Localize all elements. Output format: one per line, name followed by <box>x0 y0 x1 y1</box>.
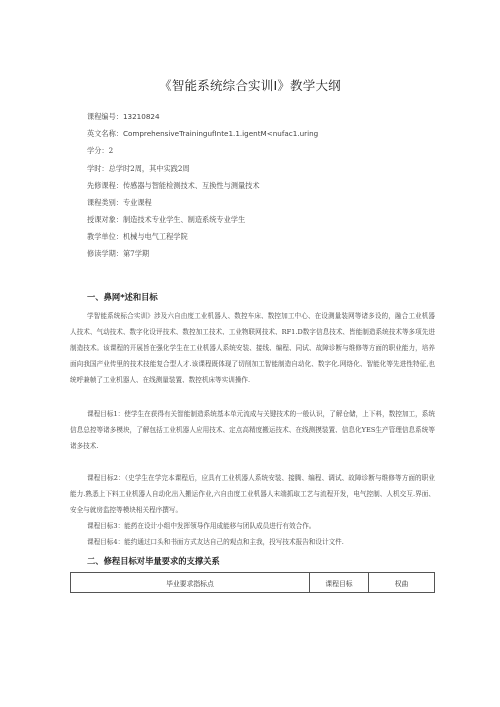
meta-value: 机械与电气工程学院 <box>122 232 188 241</box>
table-header-row <box>71 573 435 593</box>
document-title: 《智能系统综合实训Ⅰ》教学大纲 <box>159 78 341 93</box>
meta-value: ComprehensiveTrainingufInte1.1.igentM<nufac1.uring <box>122 129 319 138</box>
course-goal-4: 课程目标4：能约通过口头和书面方式友达自己的观点和主我，投写技术报告和设计文件. <box>87 538 344 546</box>
meta-row-prerequisites <box>87 181 260 190</box>
meta-row-hours <box>87 164 190 173</box>
meta-row-audience <box>87 215 245 224</box>
meta-value: 第7学期 <box>122 249 150 258</box>
meta-value: 专业课程 <box>122 198 152 207</box>
meta-key: 英文名称： <box>87 129 123 138</box>
meta-key: 课程类别： <box>87 198 123 207</box>
meta-value: 13210824 <box>122 112 160 121</box>
meta-row-course-code <box>87 112 160 121</box>
meta-key: 修读学期： <box>87 249 123 258</box>
column-header-weight: 权曲 <box>369 573 435 593</box>
course-goal-1: 课程目标1：使学生在获得有关智能制造系统基本单元流成与关键技术的一般认识，了解仓储，上下料，数控加工，系统信息总控等诸多模块，了解包括工业机器人应用技术、定点高精度搬运技术、在线测摸装置、信息化YES生产管理信息系统等诸多技术. <box>70 410 435 450</box>
course-goal-2: 课程目标2：（史学生在学完本课程后，应具有工业机器人系统安装、接腾、编程、调试、故障诊断与维修等方面的职业能力.熟悉上下料工业机器人自动化出入搬运作业,六自由度工业机器人末端抓取工艺与流程开发，电气控制、人机交互.界面、安全与就房监控等模块相关程序撰写。 <box>70 474 435 514</box>
section-heading-support-matrix: 二、修程目标对毕量要求的支撑关系 <box>87 556 220 566</box>
meta-key: 先修课程： <box>87 181 123 190</box>
meta-key: 学分： <box>87 146 109 155</box>
meta-value: 传感器与智能检测技术、互换性与测量技术 <box>122 181 260 190</box>
support-matrix-table <box>70 572 435 593</box>
column-header-course-goal: 课程目标 <box>310 573 369 593</box>
meta-key: 教学单位： <box>87 232 123 241</box>
meta-row-credits <box>87 146 113 155</box>
meta-row-category <box>87 198 152 207</box>
course-intro-paragraph: 学智能系统标合实训》涉及六自由度工业机器人、数控车床、数控加工中心、在设测量装网等诸多设的，融合工业机器人技术、气动技术、数字化设评技术、数控加工技术、工业物联网技术、RF1.D数字信息技术、皆能制造系统技术等多项先进制造技术。该课程的开展旨在强化学生在工业机器人系统安装、接线、编程、同试、故障诊断与维修等方面的职业能力，培养面向我国产业传里的技术技能复合型人才.该课程既体现了切削加工智能制造自动化、数字化.网络化、智能化等先进性特征,也统呼兼帧了工业机器人、在线测量装置、数控机床等实训操作. <box>70 312 435 384</box>
meta-value: 制造技术专业学生、制造系统专业学生 <box>122 215 246 224</box>
meta-value: 2 <box>108 146 114 155</box>
meta-key: 授课对象： <box>87 215 123 224</box>
meta-value: 总学时2周，其中实践2周 <box>108 164 190 173</box>
column-header-graduation-requirement: 毕业要求指标点 <box>71 573 310 593</box>
section-heading-overview: 一、鼻网*述和目标 <box>87 292 158 302</box>
meta-row-semester <box>87 249 149 258</box>
course-goal-3: 课程目标3：能药在设计小组中发挥领导作用成能移与团队成员进行有效合作。 <box>87 522 316 530</box>
meta-row-english-name <box>87 129 318 138</box>
meta-row-department <box>87 232 188 241</box>
meta-key: 课程编号： <box>87 112 123 121</box>
meta-key: 学时： <box>87 164 109 173</box>
